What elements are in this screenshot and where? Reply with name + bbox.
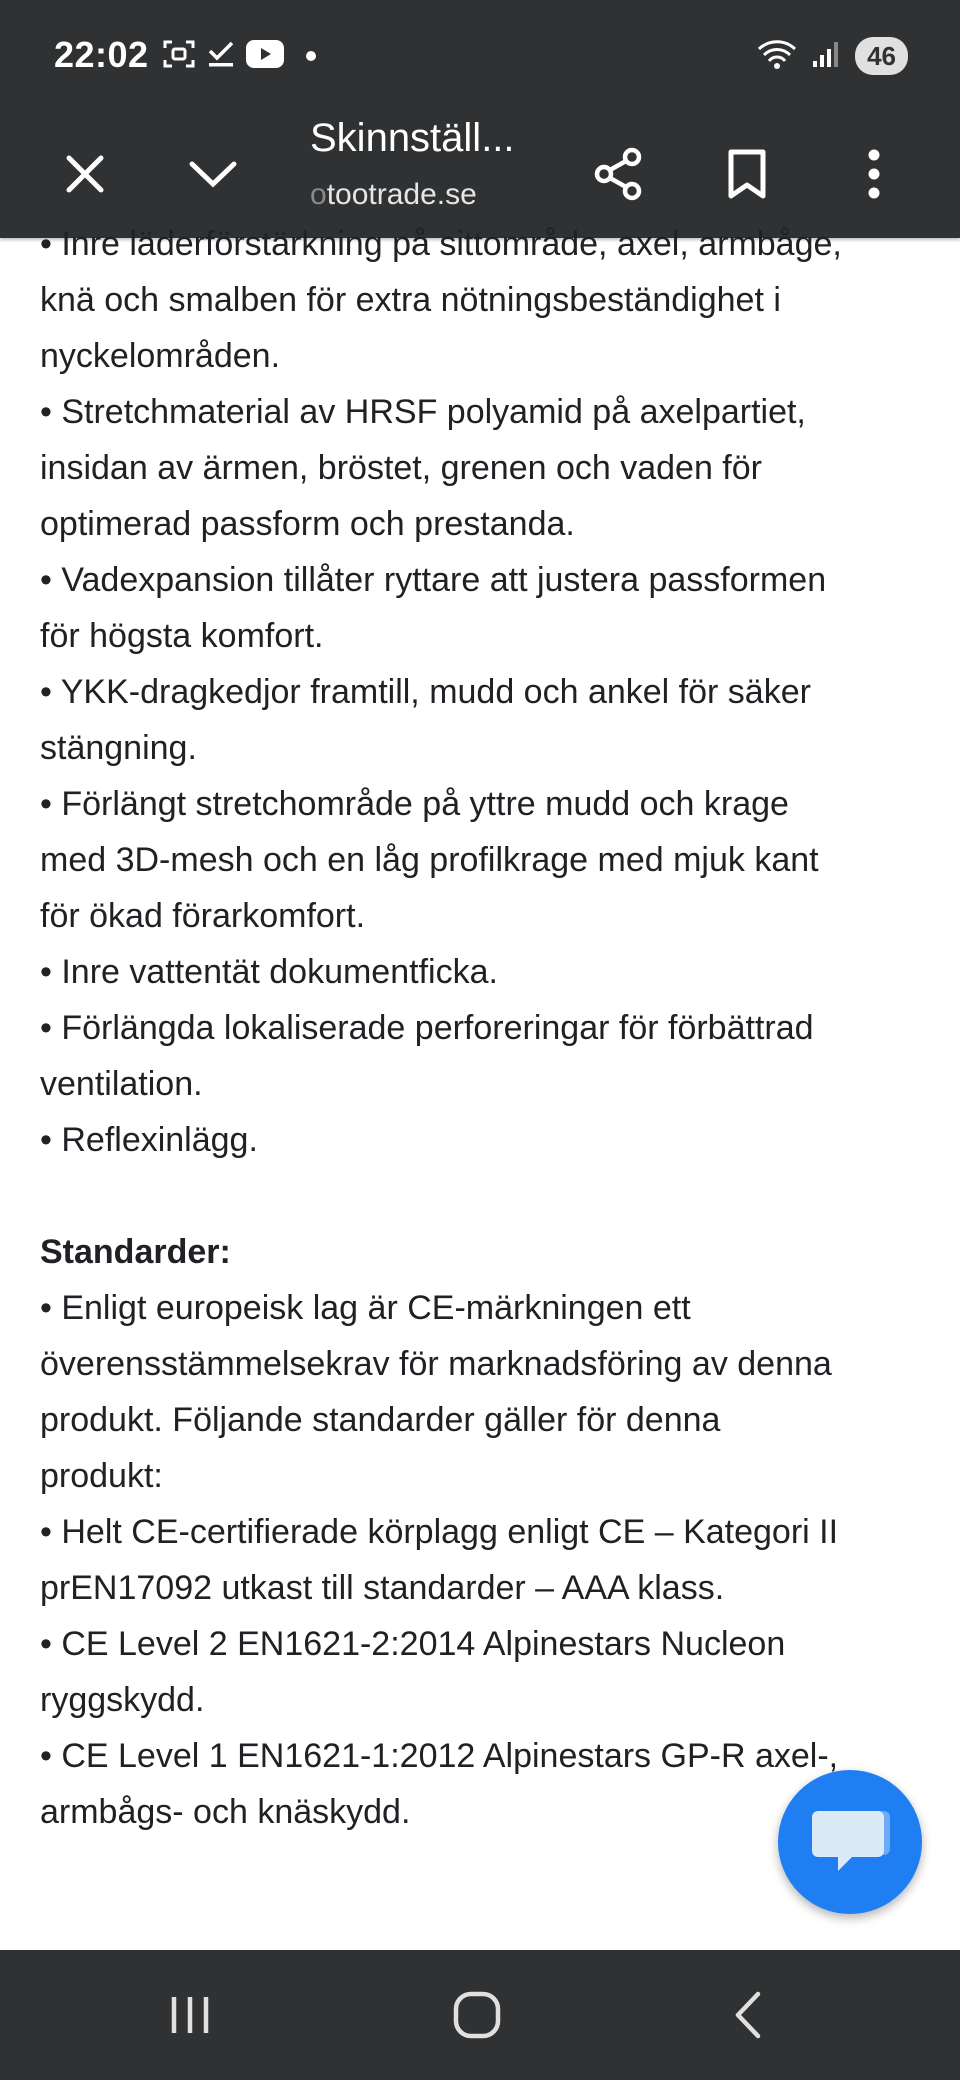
text-line: prEN17092 utkast till standarder – AAA klass. xyxy=(40,1569,725,1607)
text-line: • Vadexpansion tillåter ryttare att justera passformen xyxy=(40,561,827,599)
text-line: armbågs- och knäskydd. xyxy=(40,1793,411,1831)
paragraph-spacer xyxy=(40,1168,920,1224)
text-line: produkt. Följande standarder gäller för denna xyxy=(40,1401,721,1439)
bookmark-button[interactable] xyxy=(707,134,787,214)
wifi-icon xyxy=(757,37,797,76)
share-icon xyxy=(592,147,644,201)
back-icon xyxy=(733,1990,763,2040)
more-vert-icon xyxy=(867,149,881,199)
close-button[interactable] xyxy=(45,134,125,214)
text-line: ryggskydd. xyxy=(40,1681,205,1719)
product-description xyxy=(40,216,920,1840)
chat-button[interactable] xyxy=(778,1770,922,1914)
signal-icon xyxy=(811,39,841,74)
system-status xyxy=(757,36,908,76)
text-line: • CE Level 2 EN1621-2:2014 Alpinestars Nucleon xyxy=(40,1625,786,1663)
text-line: produkt: xyxy=(40,1457,163,1495)
text-line: • Stretchmaterial av HRSF polyamid på axelpartiet, xyxy=(40,393,806,431)
text-line: insidan av ärmen, bröstet, grenen och vaden för xyxy=(40,449,762,487)
text-line: ventilation. xyxy=(40,1065,203,1103)
more-notifications-dot xyxy=(306,51,316,61)
text-line: med 3D-mesh och en låg profilkrage med mjuk kant xyxy=(40,841,819,879)
text-line: • Inre vattentät dokumentficka. xyxy=(40,953,498,991)
system-nav-bar xyxy=(0,1950,960,2080)
text-line: optimerad passform och prestanda. xyxy=(40,505,575,543)
text-line: • Inre läderförstärkning på sittområde, axel, armbåge, xyxy=(40,225,842,263)
recent-apps-icon xyxy=(168,1993,212,2037)
text-line: nyckelområden. xyxy=(40,337,281,375)
battery-indicator: 46 xyxy=(855,37,908,75)
page-url-text: tootrade.se xyxy=(326,178,477,211)
text-line: för högsta komfort. xyxy=(40,617,324,655)
home-button[interactable] xyxy=(417,1970,537,2060)
page-url-faded: o xyxy=(310,178,327,211)
checkmark-download-icon xyxy=(206,39,236,74)
chevron-down-icon xyxy=(188,159,238,189)
standards-heading: Standarder: xyxy=(40,1233,231,1271)
page-title: Skinnställ... xyxy=(310,116,515,160)
youtube-icon xyxy=(246,40,284,73)
page-url xyxy=(310,178,477,212)
text-line: • YKK-dragkedjor framtill, mudd och ankel för säker xyxy=(40,673,811,711)
back-button[interactable] xyxy=(688,1970,808,2060)
text-line: • Reflexinlägg. xyxy=(40,1121,258,1159)
screenshot-icon xyxy=(162,39,196,74)
chat-bubble-icon xyxy=(808,1807,892,1877)
text-line: stängning. xyxy=(40,729,197,767)
notification-icons xyxy=(162,36,316,76)
text-line: • Helt CE-certifierade körplagg enligt CE – Kategori II xyxy=(40,1513,839,1551)
minimize-button[interactable] xyxy=(173,134,253,214)
status-bar xyxy=(0,0,960,110)
bookmark-icon xyxy=(727,149,767,199)
status-time: 22:02 xyxy=(54,34,149,75)
text-line: överensstämmelsekrav för marknadsföring av denna xyxy=(40,1345,832,1383)
text-line: för ökad förarkomfort. xyxy=(40,897,366,935)
text-line: • Förlängt stretchområde på yttre mudd och krage xyxy=(40,785,789,823)
share-button[interactable] xyxy=(578,134,658,214)
more-options-button[interactable] xyxy=(834,134,914,214)
text-line: • CE Level 1 EN1621-1:2012 Alpinestars GP-R axel-, xyxy=(40,1737,839,1775)
text-line: • Förlängda lokaliserade perforeringar för förbättrad xyxy=(40,1009,814,1047)
text-line: • Enligt europeisk lag är CE-märkningen ett xyxy=(40,1289,691,1327)
close-icon xyxy=(63,152,107,196)
recent-apps-button[interactable] xyxy=(130,1970,250,2060)
text-line: knä och smalben för extra nötningsbeständighet i xyxy=(40,281,781,319)
home-icon xyxy=(452,1990,502,2040)
